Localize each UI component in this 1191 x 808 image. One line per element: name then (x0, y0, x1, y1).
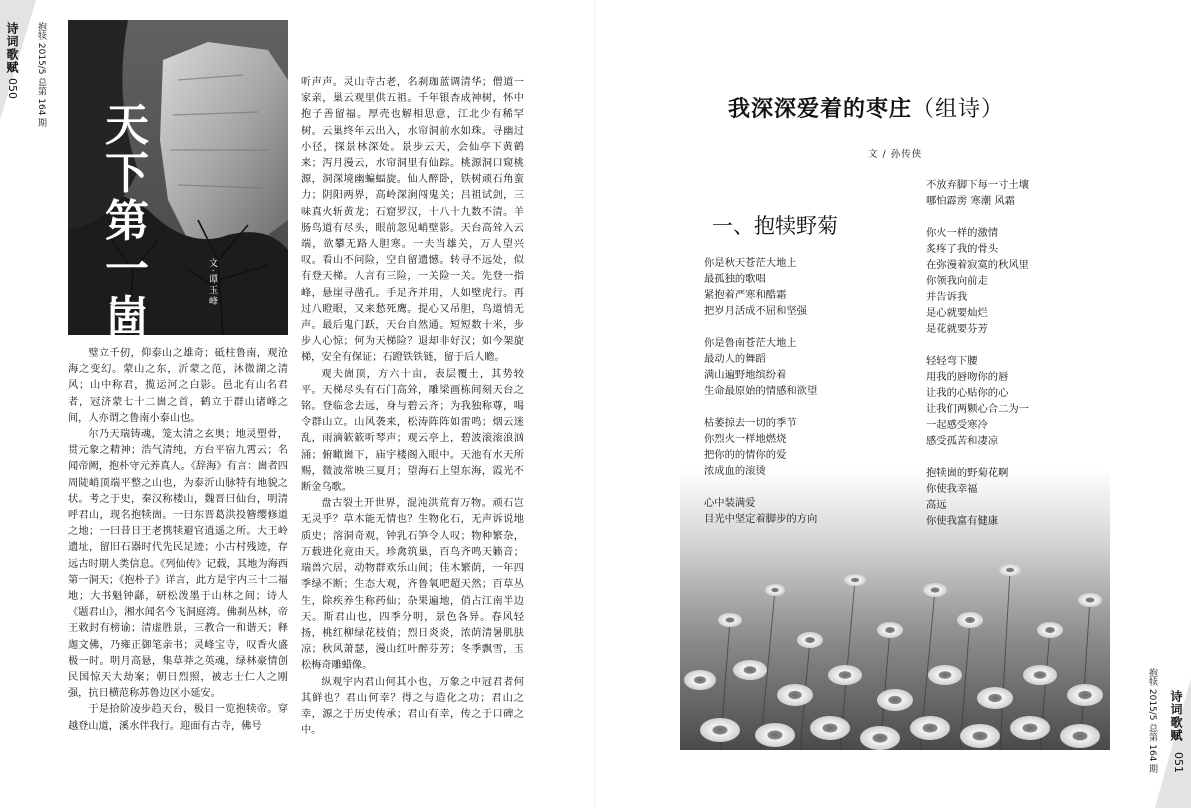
poem-line: 目光中坚定着脚步的方向 (704, 513, 818, 525)
section-label: 诗词歌赋 (1169, 690, 1183, 742)
poem-line: 你领我向前走 (926, 275, 988, 287)
poem-line: 你是秋天苍茫大地上 (704, 257, 797, 269)
poem-line: 在弥漫着寂寞的秋风里 (926, 259, 1029, 271)
poem-title-sub: （组诗） (912, 97, 1005, 122)
section-label: 诗词歌赋 (5, 22, 19, 74)
poem-line: 你使我富有健康 (926, 515, 999, 527)
poem-line: 不放弃脚下每一寸土壤 (926, 179, 1029, 191)
poem-line: 浓成血的滚烫 (704, 465, 766, 477)
issue-label: 抱犊 2015/5 总第 164 期 (36, 22, 46, 128)
poem-column-2 (926, 177, 1116, 545)
poem-line: 把你的的情你的爱 (704, 449, 787, 461)
issue-label: 抱犊 2015/5 总第 164 期 (1147, 668, 1157, 774)
left-page (0, 0, 595, 808)
poem-line: 最孤独的歌唱 (704, 273, 766, 285)
calligraphy-char: 崮 (105, 292, 151, 343)
poem-column-1 (704, 255, 914, 543)
poem-line: 生命最原始的情感和欲望 (704, 385, 818, 397)
poem-line: 并告诉我 (926, 291, 968, 303)
poem-line: 让我的心贴你的心 (926, 387, 1009, 399)
poem-stanza (704, 335, 914, 399)
poem-line: 满山遍野地缤纷着 (704, 369, 787, 381)
poem-line: 你是鲁南苍茫大地上 (704, 337, 797, 349)
poem-line: 枯萎掠去一切的季节 (704, 417, 797, 429)
page-number: 051 (1172, 752, 1185, 773)
poem-line: 炙疼了我的骨头 (926, 243, 999, 255)
poem-line: 是花就要芬芳 (926, 323, 988, 335)
section-heading: 一、抱犊野菊 (712, 214, 838, 238)
calligraphy-char: 一 (105, 244, 151, 295)
poem-stanza (926, 353, 1116, 449)
poem-stanza (704, 495, 914, 527)
poem-line: 你烈火一样地燃烧 (704, 433, 787, 445)
poem-line: 紧抱着严寒和酷霜 (704, 289, 787, 301)
paragraph: 盘古裂土开世界，混沌洪荒育万物。顽石岂无灵乎？草木能无情也？生物化石，无声诉说地质史；溶洞奇观，钟乳石笋令人叹；物种繁杂，万载进化竟由天。珍禽筑巢，百鸟齐鸣天籁音；瑞兽穴居，动物群欢乐山间；佳木繁荫，一年四季绿不断；生态大观，齐鲁氧吧超天然；百草丛生，除疾养生称药仙；杂果遍地，俏占江南半边天。斯君山也，四季分明，景色各异。春风轻扬，桃红柳绿花枝俏；烈日炎炎，浓荫清暑肌肤凉；秋风萧瑟，漫山红叶醉芬芳；冬季飘雪，玉松梅奇雕蜡像。 (301, 498, 524, 672)
poem-stanza (926, 177, 1116, 209)
poem-title-main: 我深深爱着的枣庄 (728, 97, 913, 122)
calligraphy-char: 第 (105, 196, 151, 247)
poem-byline: 文 / 孙传侠 (868, 149, 923, 160)
page-number: 050 (6, 78, 19, 99)
poem-line: 把岁月活成不屈和坚强 (704, 305, 807, 317)
poem-line: 是心就要灿烂 (926, 307, 988, 319)
calligraphy-char: 赋 (105, 340, 151, 391)
poem-line: 哪怕霹雳 寒潮 风霜 (926, 195, 1015, 207)
article-column-1 (68, 346, 288, 735)
poem-line: 抱犊崮的野菊花啊 (926, 467, 1009, 479)
poem-stanza (704, 415, 914, 479)
poem-stanza (926, 225, 1116, 337)
poem-stanza (926, 465, 1116, 529)
poem-line: 高远 (926, 499, 947, 511)
poem-stanza (704, 255, 914, 319)
poem-line: 你使我幸福 (926, 483, 978, 495)
poem-line: 最动人的舞蹈 (704, 353, 766, 365)
poem-title (728, 92, 1004, 123)
calligraphy-char: 天 (105, 100, 151, 151)
poem-line: 感受孤苦和凄凉 (926, 435, 999, 447)
paragraph: 听声声。灵山寺古老，名刹珈蓝调清华；僧道一家亲，巢云观里供五祖。千年银杏成神树，怀中抱子善留福。厚壳也解相思意，江北少有稀罕树。云巢终年云出入，水帘洞前水如珠。寻幽过小径，探景林深处。景步云天，会仙亭下黄鹤来；泻月漫云，水帘洞里有仙踪。桃源洞口窥桃源，洞深境幽蝙蝠旋。仙人醉卧，铁树顽石角蛮力；阴阳两界，高岭深涧闯鬼关；吕祖试剑，三味真火斩黄龙；石窟罗汉，十八十九数不清。羊肠鸟道有尽头，眼前忽见峭壁影。天台高耸入云端，欲攀无路人胆寒。一夫当雄关，万人望兴叹。看山不问险，空自留遗憾。转寻不远处，似有登天梯。人言有三险，一关险一关。先登一指峰，悬崖寻凿孔。手足齐并用，人如壁虎行。再过八瞪眼，又来愁死鹰。提心又吊胆，鸟道悄无声。最后鬼门跃，天台自然通。短短数十米，步步人心惊；何为天梯险？退却非好汉；如今架旋梯，安全有保证；石蹬铁铁链，留于后人瞻。 (301, 77, 524, 364)
article-column-2 (301, 75, 524, 739)
paragraph: 尔乃天瑞铸魂，笼太清之玄奥；地灵塑骨，贯元象之精神；浩气清纯，方台平宿九霄云；名闻帝阙，抱朴守元养真人。《辞海》有言：崮者四周陡峭顶端平整之山也，为泰沂山脉特有地貌之状。考之于史，秦汉称楼山，魏晋曰仙台，明清呼君山，现名抱犊崮。一曰东晋葛洪投簪缨修道之地；一曰昔日王老携犊避官逍遥之所。大王岭遗址，留旧石器时代先民足迹；小古村残迹，存远古时期人类信息。《列仙传》记载，其地为海西第一洞天；《抱朴子》详言，此方是宇内三十二福地；大书魁钟繇，研松泼墨于山林之间；诗人《题君山》，湘水闻名今飞洞庭湾。佛刹丛林，帝王敕封有榜谕；清虚胜景，三教合一和谐天；释迦文佛，乃雍正御笔亲书；灵峰宝寺，叹香火盛极一时。明月高悬，集草莽之英魂，绿林豪情创民国惊天大劫案；朝日烈照，被志士仁人之刚强，抗日横范称苏鲁边区小延安。 (68, 429, 288, 700)
poem-line: 一起感受寒冷 (926, 419, 988, 431)
paragraph: 纵观宇内君山何其小也，万象之中冠君者何其鲜也？君山何幸？得之与造化之功；君山之幸，源之于历史传承；君山有幸，传之于口碑之中。 (301, 676, 524, 737)
paragraph: 璧立千仞，仰泰山之雄奇；砥柱鲁南，观沧海之变幻。蒙山之东，沂蒙之范，沐微湖之清风；山中称君，揽运河之白影。邑北有山名君者，冠济蒙七十二崮之首，鹤立于群山诸峰之间，人亦谓之鲁南小泰山也。 (68, 348, 288, 424)
paragraph: 观夫崮顶，方六十亩，表层覆土，其势较平。天梯尽头有石门高耸，雕梁画栋间刻天台之铭。登临念去远，身与碧云齐；为我独称尊，喝令群山立。山风袭来，松涛阵阵如雷鸣；烟云迷乱，雨滴簌簌听琴声；观云亭上，碧波滚滚浪汹涌；俯瞰崮下，庙宇楼阁入眼中。天池有水天所赐，微波常映三夏月；望海石上望东海，霞光不断金乌歌。 (301, 368, 524, 494)
poem-line: 心中装满爱 (704, 497, 756, 509)
poem-line: 让我们两颗心合二为一 (926, 403, 1029, 415)
poem-line: 用我的唇吻你的唇 (926, 371, 1009, 383)
calligraphy-char: 下 (105, 148, 151, 199)
poem-line: 轻轻弯下腰 (926, 355, 978, 367)
paragraph: 于是拾阶凌步趋天台，极目一览抱犊帝。穿越登山道，溪水伴我行。迎面有古寺，佛号 (68, 704, 288, 732)
poem-line: 你火一样的激情 (926, 227, 999, 239)
article-author: 文·谭玉峰 (207, 258, 217, 307)
